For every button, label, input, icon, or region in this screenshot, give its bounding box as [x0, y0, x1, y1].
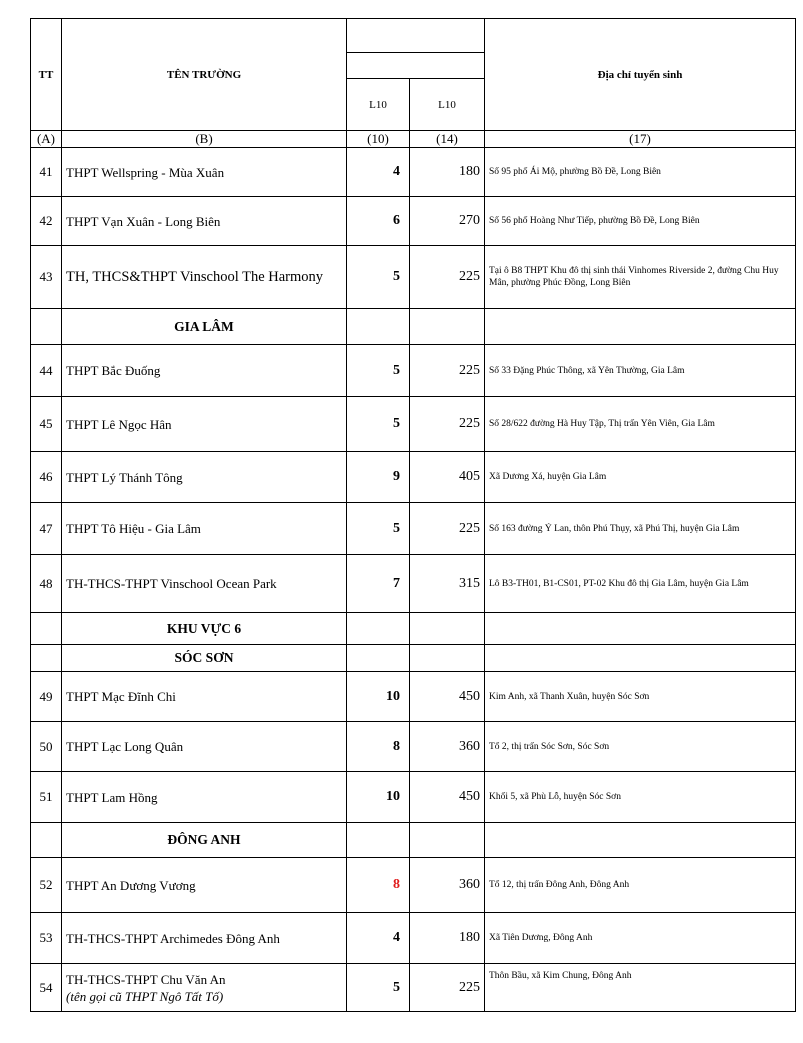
- row-tt: 47: [31, 503, 62, 555]
- header-address: Địa chỉ tuyển sinh: [485, 19, 796, 131]
- code-14: (14): [410, 131, 485, 148]
- school-name: TH-THCS-THPT Chu Văn An: [66, 971, 226, 987]
- l10-classes: 8: [347, 722, 410, 772]
- school-name: THPT Lê Ngọc Hân: [62, 397, 347, 452]
- school-name: TH, THCS&THPT Vinschool The Harmony: [62, 246, 347, 309]
- table-row: [31, 555, 796, 613]
- l10-classes: 5: [347, 503, 410, 555]
- l10-classes: 5: [347, 345, 410, 397]
- table-row: [31, 722, 796, 772]
- row-tt: 53: [31, 913, 62, 964]
- school-name: THPT Lam Hồng: [62, 772, 347, 823]
- l10-classes: 9: [347, 452, 410, 503]
- l10-classes: 5: [347, 246, 410, 309]
- table-row: [31, 148, 796, 197]
- l10-students: 315: [410, 555, 485, 613]
- table-row: [31, 246, 796, 309]
- school-name: THPT Mạc Đĩnh Chi: [62, 672, 347, 722]
- code-10: (10): [347, 131, 410, 148]
- l10-students: 270: [410, 197, 485, 246]
- school-name: THPT Lạc Long Quân: [62, 722, 347, 772]
- school-name: THPT Bắc Đuống: [62, 345, 347, 397]
- section-khu-vuc-6: KHU VỰC 6: [62, 613, 347, 645]
- school-former-name: (tên gọi cũ THPT Ngô Tất Tố): [66, 988, 224, 1004]
- school-address: Số 95 phố Ái Mộ, phường Bồ Đề, Long Biên: [485, 148, 796, 197]
- code-17: (17): [485, 131, 796, 148]
- school-address: Lô B3-TH01, B1-CS01, PT-02 Khu đô thị Gia Lâm, huyện Gia Lâm: [485, 555, 796, 613]
- school-name: THPT Lý Thánh Tông: [62, 452, 347, 503]
- l10-students: 225: [410, 964, 485, 1012]
- l10-students: 360: [410, 858, 485, 913]
- school-address: Số 163 đường Ỷ Lan, thôn Phú Thụy, xã Phú Thị, huyện Gia Lâm: [485, 503, 796, 555]
- school-name: THPT An Dương Vương: [62, 858, 347, 913]
- school-address: Tại ô B8 THPT Khu đô thị sinh thái Vinhomes Riverside 2, đường Chu Huy Mân, phường Phúc Đồng, Long Biên: [485, 246, 796, 309]
- school-address: Thôn Bầu, xã Kim Chung, Đông Anh: [485, 964, 796, 1012]
- table-row: [31, 452, 796, 503]
- table-row: [31, 503, 796, 555]
- header-l10-students: L10: [410, 79, 485, 131]
- row-tt: 52: [31, 858, 62, 913]
- table-row: [31, 964, 796, 1012]
- row-tt: 43: [31, 246, 62, 309]
- l10-students: 180: [410, 148, 485, 197]
- row-tt: 54: [31, 964, 62, 1012]
- school-address: Xã Tiên Dương, Đông Anh: [485, 913, 796, 964]
- row-tt: 48: [31, 555, 62, 613]
- school-address: Tổ 12, thị trấn Đông Anh, Đông Anh: [485, 858, 796, 913]
- admissions-table: [30, 18, 796, 1012]
- l10-classes: 5: [347, 397, 410, 452]
- row-tt: 49: [31, 672, 62, 722]
- section-row: [31, 309, 796, 345]
- l10-classes: 4: [347, 913, 410, 964]
- school-address: Xã Dương Xá, huyện Gia Lâm: [485, 452, 796, 503]
- section-row: [31, 823, 796, 858]
- table-row: [31, 772, 796, 823]
- column-code-row: [31, 131, 796, 148]
- l10-students: 225: [410, 397, 485, 452]
- l10-students: 225: [410, 503, 485, 555]
- l10-classes: 4: [347, 148, 410, 197]
- l10-classes: 10: [347, 672, 410, 722]
- section-soc-son: SÓC SƠN: [62, 645, 347, 672]
- header-tt: TT: [31, 19, 62, 131]
- school-address: Số 28/622 đường Hà Huy Tập, Thị trấn Yên Viên, Gia Lâm: [485, 397, 796, 452]
- l10-students: 360: [410, 722, 485, 772]
- table-row: [31, 397, 796, 452]
- header-school-name: TÊN TRƯỜNG: [62, 19, 347, 131]
- school-address: Số 33 Đặng Phúc Thông, xã Yên Thường, Gia Lâm: [485, 345, 796, 397]
- school-name-cell: [62, 964, 347, 1012]
- school-address: Số 56 phố Hoàng Như Tiếp, phường Bồ Đề, Long Biên: [485, 197, 796, 246]
- school-name: TH-THCS-THPT Vinschool Ocean Park: [62, 555, 347, 613]
- row-tt: 51: [31, 772, 62, 823]
- section-row: [31, 613, 796, 645]
- school-name: THPT Wellspring - Mùa Xuân: [62, 148, 347, 197]
- row-tt: 41: [31, 148, 62, 197]
- section-gia-lam: GIA LÂM: [62, 309, 347, 345]
- row-tt: 46: [31, 452, 62, 503]
- l10-classes-highlighted: 8: [347, 858, 410, 913]
- l10-students: 405: [410, 452, 485, 503]
- section-row: [31, 645, 796, 672]
- header-l10-classes: L10: [347, 79, 410, 131]
- code-a: (A): [31, 131, 62, 148]
- row-tt: 50: [31, 722, 62, 772]
- table-row: [31, 672, 796, 722]
- header-blank-mid: [347, 53, 485, 79]
- table-row: [31, 913, 796, 964]
- header-blank-top: [347, 19, 485, 53]
- section-dong-anh: ĐÔNG ANH: [62, 823, 347, 858]
- school-address: Kim Anh, xã Thanh Xuân, huyện Sóc Sơn: [485, 672, 796, 722]
- table-row: [31, 197, 796, 246]
- table-row: [31, 345, 796, 397]
- school-name: THPT Tô Hiệu - Gia Lâm: [62, 503, 347, 555]
- school-name: THPT Vạn Xuân - Long Biên: [62, 197, 347, 246]
- l10-classes: 10: [347, 772, 410, 823]
- l10-students: 450: [410, 772, 485, 823]
- school-name: TH-THCS-THPT Archimedes Đông Anh: [62, 913, 347, 964]
- row-tt: 42: [31, 197, 62, 246]
- l10-classes: 5: [347, 964, 410, 1012]
- school-address: Tổ 2, thị trấn Sóc Sơn, Sóc Sơn: [485, 722, 796, 772]
- l10-classes: 7: [347, 555, 410, 613]
- l10-students: 225: [410, 345, 485, 397]
- l10-students: 225: [410, 246, 485, 309]
- code-b: (B): [62, 131, 347, 148]
- l10-classes: 6: [347, 197, 410, 246]
- table-row: [31, 858, 796, 913]
- school-address: Khối 5, xã Phù Lỗ, huyện Sóc Sơn: [485, 772, 796, 823]
- row-tt: 44: [31, 345, 62, 397]
- row-tt: 45: [31, 397, 62, 452]
- l10-students: 180: [410, 913, 485, 964]
- l10-students: 450: [410, 672, 485, 722]
